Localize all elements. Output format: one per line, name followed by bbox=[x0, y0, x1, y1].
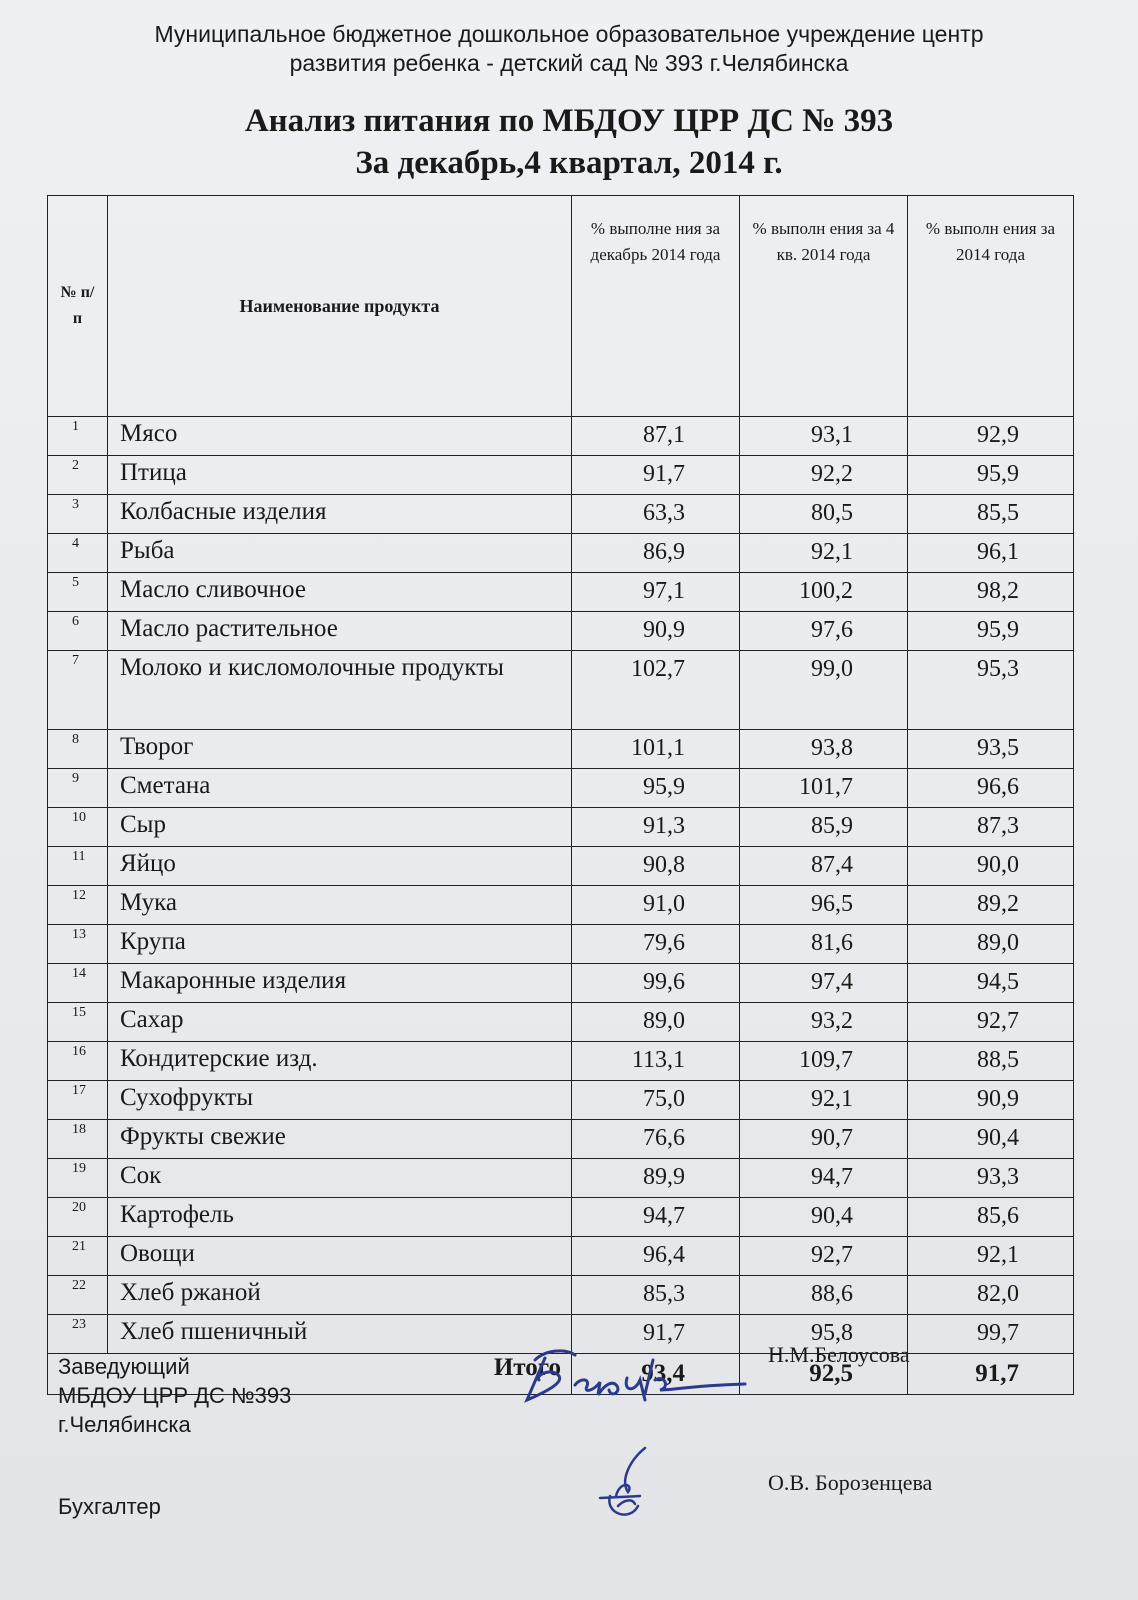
table-row bbox=[48, 1276, 1074, 1315]
org-line-1: Муниципальное бюджетное дошкольное образовательное учреждение центр bbox=[154, 21, 984, 47]
table-row bbox=[48, 495, 1074, 534]
december-value: 89,0 bbox=[572, 1003, 740, 1042]
table-header-row bbox=[48, 196, 1074, 417]
row-number: 23 bbox=[48, 1315, 108, 1354]
q4-value: 92,1 bbox=[740, 534, 908, 573]
row-number: 22 bbox=[48, 1276, 108, 1315]
december-value: 91,7 bbox=[572, 1315, 740, 1354]
header-cell-december: % выполне ния за декабрь 2014 года bbox=[572, 196, 740, 417]
q4-value: 100,2 bbox=[740, 573, 908, 612]
q4-value: 109,7 bbox=[740, 1042, 908, 1081]
table-row bbox=[48, 847, 1074, 886]
product-name: Хлеб пшеничный bbox=[108, 1315, 572, 1354]
year-value: 99,7 bbox=[908, 1315, 1074, 1354]
product-name: Колбасные изделия bbox=[108, 495, 572, 534]
row-number: 17 bbox=[48, 1081, 108, 1120]
head-line-2: МБДОУ ЦРР ДС №393 bbox=[58, 1383, 292, 1408]
row-number: 10 bbox=[48, 808, 108, 847]
table-row bbox=[48, 1198, 1074, 1237]
december-value: 113,1 bbox=[572, 1042, 740, 1081]
product-name: Мясо bbox=[108, 417, 572, 456]
year-value: 96,6 bbox=[908, 769, 1074, 808]
table-row bbox=[48, 417, 1074, 456]
row-number: 15 bbox=[48, 1003, 108, 1042]
table-row bbox=[48, 1159, 1074, 1198]
header-cell-year: % выполн ения за 2014 года bbox=[908, 196, 1074, 417]
product-name: Масло сливочное bbox=[108, 573, 572, 612]
row-number: 2 bbox=[48, 456, 108, 495]
title-line-2: За декабрь,4 квартал, 2014 г. bbox=[355, 145, 783, 181]
table-row bbox=[48, 769, 1074, 808]
q4-value: 85,9 bbox=[740, 808, 908, 847]
q4-value: 88,6 bbox=[740, 1276, 908, 1315]
accountant-position: Бухгалтер bbox=[58, 1494, 161, 1519]
product-name: Крупа bbox=[108, 925, 572, 964]
product-name: Мука bbox=[108, 886, 572, 925]
year-value: 87,3 bbox=[908, 808, 1074, 847]
total-q4: 92,5 bbox=[740, 1354, 908, 1395]
document-title bbox=[0, 100, 1138, 184]
product-name: Творог bbox=[108, 730, 572, 769]
product-name: Сахар bbox=[108, 1003, 572, 1042]
year-value: 89,2 bbox=[908, 886, 1074, 925]
header-cell-number: № п/ п bbox=[48, 196, 108, 417]
table-row bbox=[48, 886, 1074, 925]
q4-value: 93,2 bbox=[740, 1003, 908, 1042]
row-number: 19 bbox=[48, 1159, 108, 1198]
table-row bbox=[48, 573, 1074, 612]
row-number: 5 bbox=[48, 573, 108, 612]
december-value: 63,3 bbox=[572, 495, 740, 534]
q4-value: 92,7 bbox=[740, 1237, 908, 1276]
year-value: 94,5 bbox=[908, 964, 1074, 1003]
table-row bbox=[48, 1003, 1074, 1042]
product-name: Сок bbox=[108, 1159, 572, 1198]
row-number: 16 bbox=[48, 1042, 108, 1081]
december-value: 76,6 bbox=[572, 1120, 740, 1159]
product-name: Кондитерские изд. bbox=[108, 1042, 572, 1081]
q4-value: 99,0 bbox=[740, 651, 908, 730]
december-value: 91,3 bbox=[572, 808, 740, 847]
december-value: 99,6 bbox=[572, 964, 740, 1003]
year-value: 90,0 bbox=[908, 847, 1074, 886]
table-row bbox=[48, 534, 1074, 573]
year-value: 89,0 bbox=[908, 925, 1074, 964]
head-position bbox=[58, 1352, 291, 1439]
december-value: 101,1 bbox=[572, 730, 740, 769]
year-value: 98,2 bbox=[908, 573, 1074, 612]
head-signature bbox=[505, 1340, 755, 1420]
row-number: 4 bbox=[48, 534, 108, 573]
year-value: 95,9 bbox=[908, 612, 1074, 651]
year-value: 88,5 bbox=[908, 1042, 1074, 1081]
row-number: 20 bbox=[48, 1198, 108, 1237]
q4-value: 97,4 bbox=[740, 964, 908, 1003]
accountant-name: О.В. Борозенцева bbox=[768, 1470, 933, 1495]
org-line-2: развития ребенка - детский сад № 393 г.Челябинска bbox=[289, 50, 849, 76]
product-name: Сухофрукты bbox=[108, 1081, 572, 1120]
head-line-3: г.Челябинска bbox=[58, 1412, 191, 1437]
product-name: Сметана bbox=[108, 769, 572, 808]
year-value: 96,1 bbox=[908, 534, 1074, 573]
year-value: 95,9 bbox=[908, 456, 1074, 495]
row-number: 18 bbox=[48, 1120, 108, 1159]
product-name: Сыр bbox=[108, 808, 572, 847]
q4-value: 93,8 bbox=[740, 730, 908, 769]
table-row bbox=[48, 612, 1074, 651]
total-december: 93,4 bbox=[572, 1354, 740, 1395]
q4-value: 81,6 bbox=[740, 925, 908, 964]
q4-value: 97,6 bbox=[740, 612, 908, 651]
year-value: 92,7 bbox=[908, 1003, 1074, 1042]
row-number: 12 bbox=[48, 886, 108, 925]
header-cell-product: Наименование продукта bbox=[108, 196, 572, 417]
q4-value: 92,2 bbox=[740, 456, 908, 495]
december-value: 94,7 bbox=[572, 1198, 740, 1237]
row-number: 8 bbox=[48, 730, 108, 769]
product-name: Овощи bbox=[108, 1237, 572, 1276]
q4-value: 101,7 bbox=[740, 769, 908, 808]
table-row bbox=[48, 808, 1074, 847]
year-value: 90,9 bbox=[908, 1081, 1074, 1120]
title-line-1: Анализ питания по МБДОУ ЦРР ДС № 393 bbox=[244, 103, 894, 139]
year-value: 93,3 bbox=[908, 1159, 1074, 1198]
total-year: 91,7 bbox=[908, 1354, 1074, 1395]
product-name: Картофель bbox=[108, 1198, 572, 1237]
product-name: Макаронные изделия bbox=[108, 964, 572, 1003]
year-value: 82,0 bbox=[908, 1276, 1074, 1315]
row-number: 11 bbox=[48, 847, 108, 886]
december-value: 90,9 bbox=[572, 612, 740, 651]
december-value: 90,8 bbox=[572, 847, 740, 886]
december-value: 96,4 bbox=[572, 1237, 740, 1276]
accountant-signature bbox=[590, 1440, 680, 1530]
head-line-1: Заведующий bbox=[58, 1354, 190, 1379]
q4-value: 90,4 bbox=[740, 1198, 908, 1237]
table-row bbox=[48, 1042, 1074, 1081]
product-name: Птица bbox=[108, 456, 572, 495]
december-value: 102,7 bbox=[572, 651, 740, 730]
row-number: 7 bbox=[48, 651, 108, 730]
year-value: 93,5 bbox=[908, 730, 1074, 769]
table-row bbox=[48, 651, 1074, 730]
table-row bbox=[48, 925, 1074, 964]
year-value: 85,5 bbox=[908, 495, 1074, 534]
head-name: Н.М.Белоусова bbox=[768, 1342, 910, 1367]
table-row bbox=[48, 964, 1074, 1003]
product-name: Хлеб ржаной bbox=[108, 1276, 572, 1315]
q4-value: 93,1 bbox=[740, 417, 908, 456]
nutrition-table bbox=[47, 195, 1074, 1395]
year-value: 92,9 bbox=[908, 417, 1074, 456]
row-number: 21 bbox=[48, 1237, 108, 1276]
row-number: 3 bbox=[48, 495, 108, 534]
table-row bbox=[48, 730, 1074, 769]
table-row bbox=[48, 1120, 1074, 1159]
december-value: 87,1 bbox=[572, 417, 740, 456]
q4-value: 96,5 bbox=[740, 886, 908, 925]
product-name: Масло растительное bbox=[108, 612, 572, 651]
q4-value: 92,1 bbox=[740, 1081, 908, 1120]
product-name: Фрукты свежие bbox=[108, 1120, 572, 1159]
product-name: Яйцо bbox=[108, 847, 572, 886]
q4-value: 80,5 bbox=[740, 495, 908, 534]
q4-value: 87,4 bbox=[740, 847, 908, 886]
december-value: 91,0 bbox=[572, 886, 740, 925]
row-number: 9 bbox=[48, 769, 108, 808]
december-value: 75,0 bbox=[572, 1081, 740, 1120]
total-label: Итого bbox=[48, 1354, 572, 1395]
year-value: 95,3 bbox=[908, 651, 1074, 730]
organization-header bbox=[0, 20, 1138, 78]
q4-value: 95,8 bbox=[740, 1315, 908, 1354]
table-row bbox=[48, 1237, 1074, 1276]
q4-value: 94,7 bbox=[740, 1159, 908, 1198]
table-row bbox=[48, 1081, 1074, 1120]
december-value: 97,1 bbox=[572, 573, 740, 612]
product-name: Рыба bbox=[108, 534, 572, 573]
row-number: 1 bbox=[48, 417, 108, 456]
q4-value: 90,7 bbox=[740, 1120, 908, 1159]
product-name: Молоко и кисломолочные продукты bbox=[108, 651, 572, 730]
row-number: 6 bbox=[48, 612, 108, 651]
header-cell-q4: % выполн ения за 4 кв. 2014 года bbox=[740, 196, 908, 417]
december-value: 95,9 bbox=[572, 769, 740, 808]
year-value: 85,6 bbox=[908, 1198, 1074, 1237]
year-value: 92,1 bbox=[908, 1237, 1074, 1276]
year-value: 90,4 bbox=[908, 1120, 1074, 1159]
december-value: 91,7 bbox=[572, 456, 740, 495]
december-value: 85,3 bbox=[572, 1276, 740, 1315]
row-number: 14 bbox=[48, 964, 108, 1003]
december-value: 79,6 bbox=[572, 925, 740, 964]
december-value: 86,9 bbox=[572, 534, 740, 573]
row-number: 13 bbox=[48, 925, 108, 964]
table-row bbox=[48, 456, 1074, 495]
december-value: 89,9 bbox=[572, 1159, 740, 1198]
